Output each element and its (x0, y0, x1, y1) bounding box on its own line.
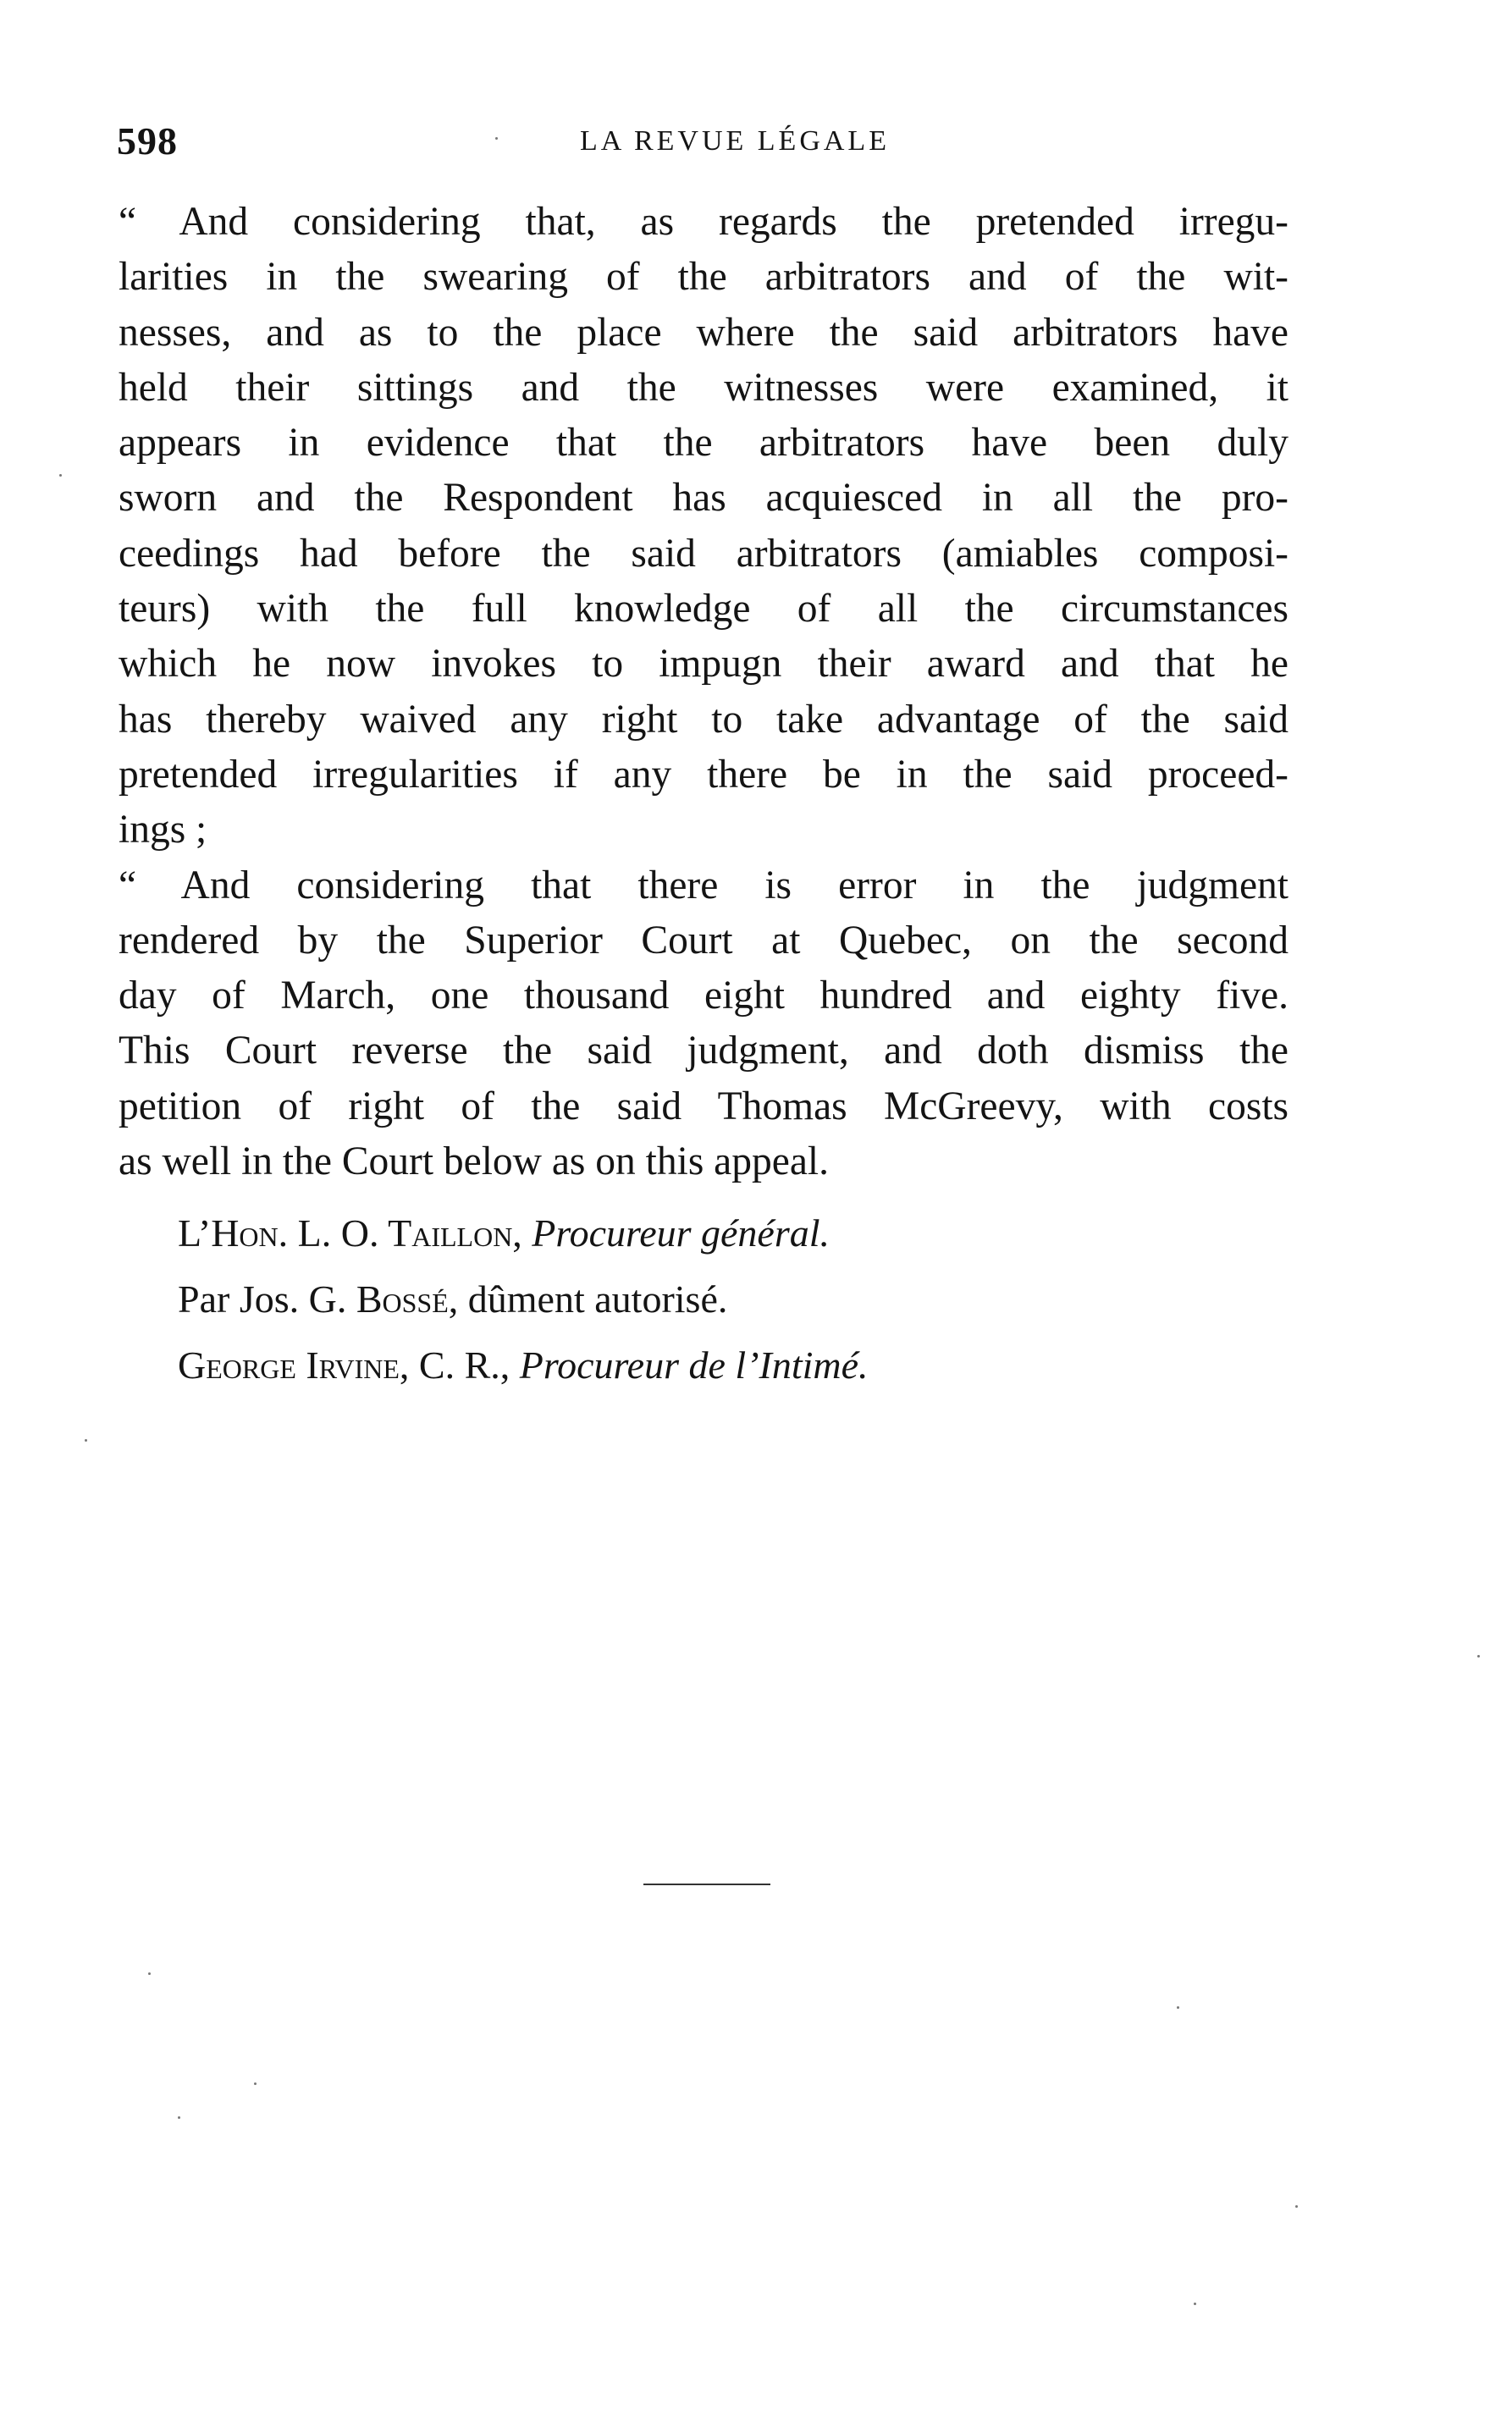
text-line: This Court reverse the said judgment, and doth dismiss the (119, 1029, 1289, 1073)
signature-suffix: dûment autorisé. (467, 1277, 728, 1321)
text-line: ceedings had before the said arbitrators (amiables composi- (119, 531, 1289, 576)
body-text (119, 195, 1289, 1189)
section-rule (643, 1884, 770, 1885)
text-line: rendered by the Superior Court at Quebec, on the second (119, 918, 1289, 963)
text-line: held their sittings and the witnesses were examined, it (119, 365, 1289, 410)
signature-prefix: Par Jos. G. (178, 1277, 347, 1321)
signatory-role: Procureur général. (532, 1211, 830, 1255)
scan-speck (178, 2116, 180, 2119)
signature-attorney-general (178, 1200, 1278, 1266)
text-line: has thereby waived any right to take advantage of the said (119, 697, 1289, 742)
text-line: nesses, and as to the place where the said arbitrators have (119, 310, 1289, 355)
scan-speck (85, 1439, 87, 1442)
running-head: LA REVUE LÉGALE (580, 125, 890, 157)
text-line: “ And considering that there is error in the judgment (119, 863, 1289, 907)
text-line: which he now invokes to impugn their award and that he (119, 642, 1289, 687)
text-line: appears in evidence that the arbitrators have been duly (119, 421, 1289, 466)
text-line: ings ; (119, 808, 207, 852)
signatory-name: L’Hon. L. O. Taillon, (178, 1211, 522, 1255)
page-header (117, 119, 1302, 169)
scan-speck (254, 2082, 257, 2085)
text-line: larities in the swearing of the arbitrators and of the wit- (119, 255, 1289, 300)
text-line: as well in the Court below as on this appeal. (119, 1139, 829, 1184)
text-line: pretended irregularities if any there be in the said proceed- (119, 752, 1289, 797)
signatory-name: George Irvine, (178, 1343, 410, 1387)
text-line: petition of right of the said Thomas McGreevy, with costs (119, 1084, 1289, 1128)
scan-speck (59, 474, 62, 477)
signatory-role: Procureur de l’Intimé. (519, 1343, 869, 1387)
signatory-name: Bossé, (356, 1277, 459, 1321)
scan-speck (148, 1972, 151, 1975)
paragraph-considering-error (119, 858, 1289, 1190)
scan-speck (1177, 2006, 1179, 2009)
signature-irvine (178, 1332, 1278, 1398)
text-line: teurs) with the full knowledge of all the circumstances (119, 587, 1289, 632)
text-line: day of March, one thousand eight hundred and eighty five. (119, 974, 1289, 1018)
scan-speck (1295, 2205, 1298, 2208)
signature-bosse (178, 1266, 1278, 1332)
text-line: “ And considering that, as regards the pretended irregu- (119, 200, 1289, 244)
scan-speck (1194, 2303, 1196, 2305)
page-number: 598 (117, 119, 178, 163)
scan-speck (1477, 1655, 1480, 1658)
signatory-title: C. R., (418, 1343, 510, 1387)
signature-block (178, 1200, 1278, 1398)
paragraph-considering-irregularities (119, 195, 1289, 858)
scan-speck (495, 137, 498, 140)
text-line: sworn and the Respondent has acquiesced in all the pro- (119, 476, 1289, 521)
